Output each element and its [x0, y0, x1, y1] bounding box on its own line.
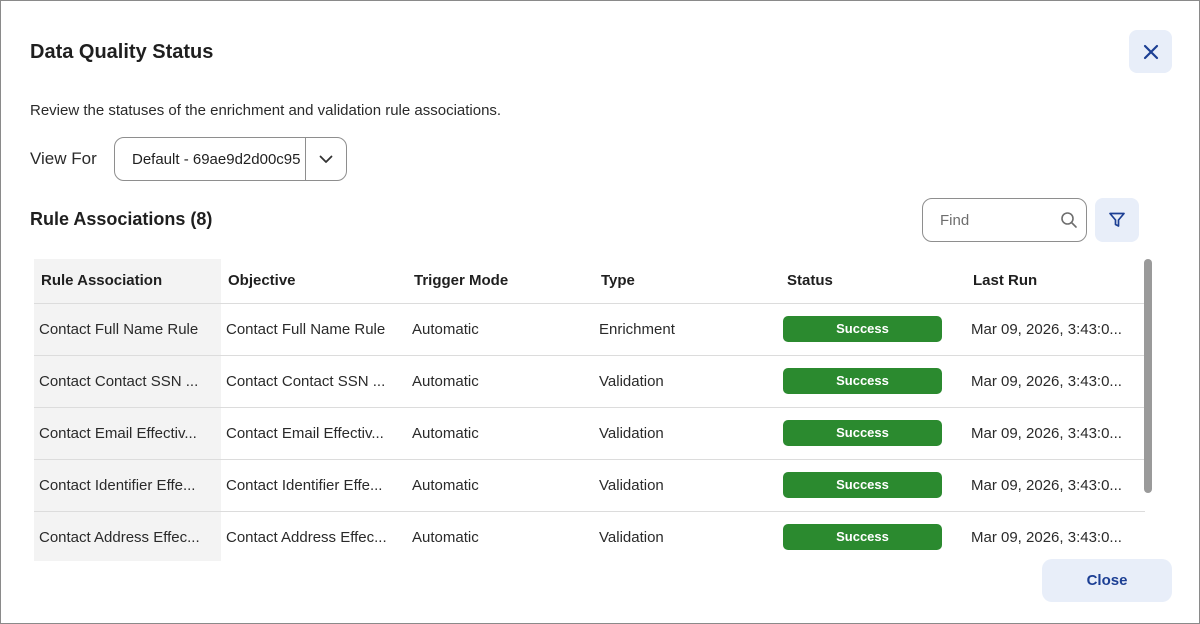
objective-cell: Contact Full Name Rule	[221, 303, 407, 355]
trigger-mode-cell: Automatic	[407, 355, 594, 407]
last-run-cell: Mar 09, 2026, 3:43:0...	[966, 355, 1145, 407]
dialog-title: Data Quality Status	[30, 41, 214, 63]
status-badge: Success	[783, 368, 942, 394]
close-button[interactable]: Close	[1042, 559, 1172, 602]
view-for-selected-value: Default - 69ae9d2d00c95	[132, 150, 301, 168]
type-cell: Validation	[594, 355, 780, 407]
column-header-trigger-mode[interactable]: Trigger Mode	[407, 259, 594, 303]
status-cell	[780, 459, 966, 511]
objective-cell: Contact Identifier Effe...	[221, 459, 407, 511]
view-for-label: View For	[30, 149, 97, 168]
type-cell: Enrichment	[594, 303, 780, 355]
rule-association-cell: Contact Full Name Rule	[34, 303, 221, 355]
find-search-box[interactable]	[922, 198, 1087, 242]
last-run-cell: Mar 09, 2026, 3:43:0...	[966, 511, 1145, 561]
status-cell	[780, 303, 966, 355]
view-for-select[interactable]	[114, 137, 347, 181]
column-header-status[interactable]: Status	[780, 259, 966, 303]
view-for-dropdown-button[interactable]	[305, 138, 346, 180]
table-row[interactable]	[34, 511, 1145, 561]
status-cell	[780, 511, 966, 561]
table-row[interactable]	[34, 407, 1145, 459]
rule-association-cell: Contact Contact SSN ...	[34, 355, 221, 407]
last-run-cell: Mar 09, 2026, 3:43:0...	[966, 459, 1145, 511]
rule-association-cell: Contact Address Effec...	[34, 511, 221, 561]
table-scrollbar[interactable]	[1144, 259, 1152, 493]
trigger-mode-cell: Automatic	[407, 511, 594, 561]
column-header-objective[interactable]: Objective	[221, 259, 407, 303]
trigger-mode-cell: Automatic	[407, 459, 594, 511]
rule-association-cell: Contact Identifier Effe...	[34, 459, 221, 511]
filter-button[interactable]	[1095, 198, 1139, 242]
last-run-cell: Mar 09, 2026, 3:43:0...	[966, 303, 1145, 355]
column-header-rule-association[interactable]: Rule Association	[34, 259, 221, 303]
status-cell	[780, 407, 966, 459]
status-badge: Success	[783, 472, 942, 498]
type-cell: Validation	[594, 407, 780, 459]
filter-icon	[1108, 211, 1126, 229]
type-cell: Validation	[594, 459, 780, 511]
table-header-row	[34, 259, 1145, 303]
status-badge: Success	[783, 420, 942, 446]
rule-associations-table	[34, 259, 1145, 561]
table-row[interactable]	[34, 459, 1145, 511]
column-header-last-run[interactable]: Last Run	[966, 259, 1145, 303]
find-input[interactable]	[940, 212, 1060, 229]
table-row[interactable]	[34, 355, 1145, 407]
type-cell: Validation	[594, 511, 780, 561]
rule-associations-title: Rule Associations (8)	[30, 209, 213, 229]
close-icon	[1143, 44, 1159, 60]
table-row[interactable]	[34, 303, 1145, 355]
search-icon[interactable]	[1060, 211, 1078, 229]
last-run-cell: Mar 09, 2026, 3:43:0...	[966, 407, 1145, 459]
close-dialog-button[interactable]	[1129, 30, 1172, 73]
status-badge: Success	[783, 524, 942, 550]
rule-association-cell: Contact Email Effectiv...	[34, 407, 221, 459]
objective-cell: Contact Email Effectiv...	[221, 407, 407, 459]
status-badge: Success	[783, 316, 942, 342]
trigger-mode-cell: Automatic	[407, 303, 594, 355]
column-header-type[interactable]: Type	[594, 259, 780, 303]
status-cell	[780, 355, 966, 407]
objective-cell: Contact Contact SSN ...	[221, 355, 407, 407]
dialog-description: Review the statuses of the enrichment and validation rule associations.	[30, 102, 502, 119]
chevron-down-icon	[319, 155, 333, 164]
trigger-mode-cell: Automatic	[407, 407, 594, 459]
objective-cell: Contact Address Effec...	[221, 511, 407, 561]
